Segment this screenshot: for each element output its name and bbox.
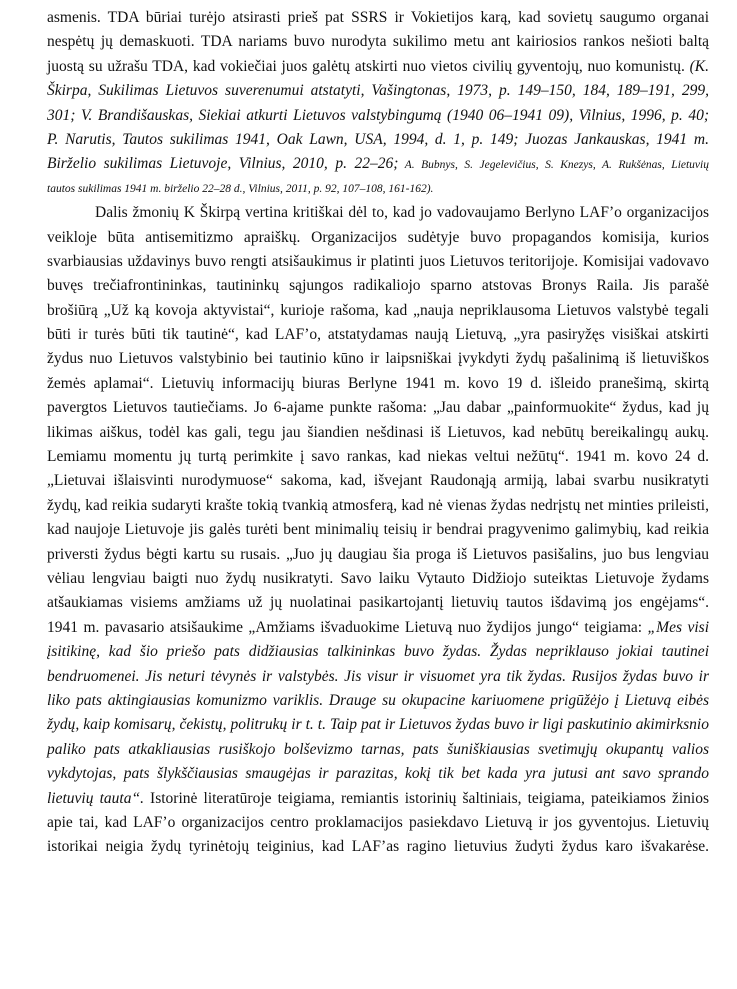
citation-text: (K. [684, 57, 710, 75]
paragraph-2 [47, 201, 709, 860]
text-line: buvęs trečiafrontininkas, tautininkų sąjungos radikaliojo sparno atstovas Bronys Raila. Jis parašė [47, 277, 709, 295]
citation-line: P. Narutis, Tautos sukilimas 1941, Oak Lawn, USA, 1994, d. 1, p. 149; Juozas Jankauskas, 1941 m. [47, 130, 709, 148]
text-line: svarbiausias uždavinys buvo rengti atsišaukimus ir platinti juos Lietuvos teritorijoje. Komisijai vadovavo [47, 252, 709, 270]
citation-text: Birželio sukilimas Lietuvoje, Vilnius, 2010, p. 22–26; [47, 155, 399, 173]
text-line: asmenis. TDA būriai turėjo atsirasti prieš pat SSRS ir Vokietijos karą, kad sovietų saugumo organai [47, 9, 709, 26]
text-line: kad naujoje Lietuvoje jis galės turėti bent minimalių teisių ir bendrai pragyvenimo galimybių, kad reikia [47, 521, 709, 539]
text-line: brošiūrą „Už ką kovoja aktyvistai“, kurioje rašoma, kad „nauja nepriklausoma Lietuvos valstybė tegali [47, 301, 709, 319]
citation-line [47, 152, 709, 176]
text-line: likimas aiškus, todėl kas gali, tegu jau šiandien nešdinasi iš Lietuvos, kad nebūtų bereikalingų aukų. [47, 423, 709, 441]
citation-line: tautos sukilimas 1941 m. birželio 22–28 d., Vilnius, 2011, p. 92, 107–108, 161-162). [47, 182, 434, 195]
text-segment: 1941 m. pavasario atsišaukime „Amžiams išvaduokime Lietuvą nuo žydijos jungo“ teigiama: [47, 618, 643, 636]
quote-text: lietuvių tauta“. [47, 789, 144, 807]
text-line: Dalis žmonių K Škirpą vertina kritiškai dėl to, kad jo vadovaujamo Berlyno LAF’o organizacijos [95, 204, 709, 222]
quote-line: žydų, kaip komisarų, čekistų, politrukų ir t. t. Taip pat ir Lietuvos žydas buvo ir ligi paskutinio akimirksnio [47, 716, 709, 734]
text-line [47, 55, 709, 79]
paragraph-1 [47, 6, 709, 201]
text-line: žydų, kad reikia sudaryti krašte tokią tvankią atmosferą, kad nė vienas žydas nedrįstų net minties prileisti, [47, 496, 709, 514]
text-line: „Lietuvai išlaisvinti nurodymuose“ sakoma, kad, išvejant Raudonąją armiją, labai svarbu nusikratyti [47, 472, 709, 490]
text-line: pavergtos Lietuvos tautiečiams. Jo 6-ajame punkte rašoma: „Jau dabar „painformuokite“ žydus, kad jų [47, 399, 709, 417]
text-line: atšaukiamas visiems amžiams už jų nuolatinai pasikartojantį lietuvių tautos išdavimą jos engėjams“. [47, 594, 709, 612]
quote-line: bendruomenei. Jis neturi tėvynės ir valstybės. Jis visur ir visuomet yra tik žydas. Rusijos žydas buvo ir [47, 667, 709, 685]
text-line: žemės aplamai“. Lietuvių informacijų biuras Berlyne 1941 m. kovo 19 d. išleido pranešimą, skirtą [47, 374, 709, 392]
text-line: žydus nuo Lietuvos valstybinio bei tautinio kūno ir laipsniškai įvykdyti žydų pašalinimą iš lietuviškos [47, 350, 709, 368]
text-line: priversti žydus bėgti kartu su rusais. „Juo jų daugiau šia proga iš Lietuvos pasišalins, juo bus lengviau [47, 545, 709, 563]
text-line: istorikai neigia žydų tyrinėtojų teiginius, kad LAF’as ragino lietuvius žudyti žydus karo išvakarėse. [47, 838, 709, 856]
text-line: vėliau lengviau baigti nuo žydų nusikratyti. Savo laiku Vytauto Didžiojo suteiktas Lietuvoje žydams [47, 569, 709, 587]
text-line [47, 787, 709, 811]
quote-line: įsitikinę, kad šio priešo pats didžiausias talkininkas buvo žydas. Žydas nepriklauso jokiai tautinei [47, 643, 709, 661]
text-line: būti ir turės būti tik tautinė“, kad LAF’o, atstatydamas naują Lietuvą, „yra pasiryžęs visiškai atskirti [47, 326, 709, 344]
quote-text: „Mes visi [642, 618, 709, 636]
document-page [47, 6, 709, 860]
text-line: apie tai, kad LAF’o organizacijos centro proklamacijos pasiekdavo Lietuvą ir jos gyventojus. Lietuvių [47, 813, 709, 831]
text-line [47, 616, 709, 640]
quote-line: vykdytojas, pats šlykščiausias smaugėjas ir parazitas, kokį tik bet kada yra jutusi ant savo sprando [47, 765, 709, 783]
text-line: Lemiamu momentu jų turtą perimkite į savo rankas, kad niekas veltui nežūtų“. 1941 m. kovo 24 d. [47, 448, 709, 466]
text-line: nespėtų jų demaskuoti. TDA nariams buvo nurodyta sukilimo metu ant kairiosios rankos nešioti baltą [47, 33, 709, 51]
text-line: veikloje būta antisemitizmo apraiškų. Organizacijos sudėtyje buvo propagandos komisija, kurios [47, 228, 709, 246]
citation-small-text: A. Bubnys, S. Jegelevičius, S. Knezys, A. Rukšėnas, Lietuvių [398, 159, 709, 172]
text-segment: juostą su užrašu TDA, kad vokiečiai juos galėtų atskirti nuo vietos civilių gyventojų, nuo komunistų. [47, 57, 685, 75]
citation-line: Škirpa, Sukilimas Lietuvos suverenumui atstatyti, Vašingtonas, 1973, p. 149–150, 184, 189–191, 299, [47, 82, 709, 100]
quote-line: paliko pats atkakliausias rusiškojo bolševizmo tarnas, pats šuniškiausias svetimųjų okupantų valios [47, 740, 709, 758]
citation-line: 301; V. Brandišauskas, Siekiai atkurti Lietuvos valstybingumą (1940 06–1941 09), Vilnius, 1996, p. 40; [47, 106, 709, 124]
text-segment: Istorinė literatūroje teigiama, remiantis istorinių šaltiniais, teigiama, pateikiamos žinios [143, 789, 709, 807]
quote-line: liko pats aktingiausias komunizmo variklis. Drauge su okupacine kariuomene prigūžėjo į Lietuvą eibės [47, 691, 709, 709]
